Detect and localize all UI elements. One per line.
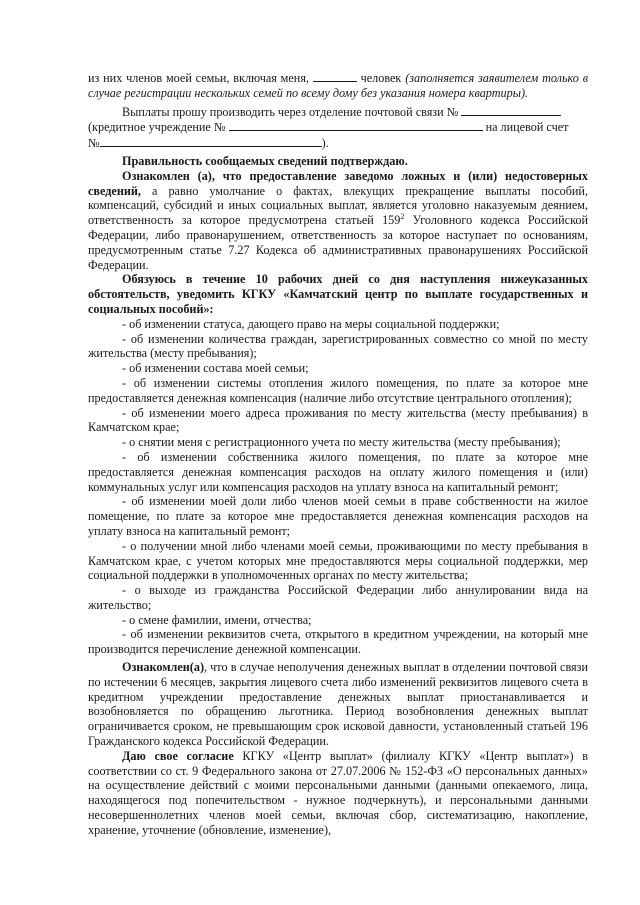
obligation-item: - о выходе из гражданства Российской Федерации либо аннулировании вида на жительство; xyxy=(88,583,588,612)
obligation-item: - об изменении статуса, дающего право на меры социальной поддержки; xyxy=(122,316,500,331)
family-count-line xyxy=(88,70,588,101)
obligation-item: - о смене фамилии, имени, отчества; xyxy=(122,612,312,627)
credit-label: (кредитное учреждение № xyxy=(88,120,226,135)
obligation-item: - об изменении количества граждан, зарегистрированных совместно со мной по месту жительства (месту пребывания); xyxy=(88,331,588,361)
credit-institution-field[interactable] xyxy=(229,119,483,131)
obligation-heading xyxy=(88,272,588,316)
account-no-label: № xyxy=(88,136,100,151)
family-count-field[interactable] xyxy=(313,70,357,82)
account-number-field[interactable] xyxy=(100,135,322,147)
post-office-field[interactable] xyxy=(461,104,561,116)
obligation-item: - об изменении реквизитов счета, открытого в кредитном учреждении, на который мне производится перечисление денежной компенсации. xyxy=(88,627,588,657)
obligation-text: Обязуюсь в течение 10 рабочих дней со дня наступления нижеуказанных обстоятельств, уведомить КГКУ «Камчатский центр по выплате государственных и социальных пособий»: xyxy=(88,272,588,316)
payment-line xyxy=(88,104,588,120)
article-superscript: 2 xyxy=(400,212,405,222)
account-label: на лицевой счет xyxy=(485,120,569,135)
suspension-heading: Ознакомлен(а) xyxy=(122,660,204,675)
suspension-notice xyxy=(88,660,588,749)
consent-text: КГКУ «Центр выплат» (филиалу КГКУ «Центр выплат») в соответствии со ст. 9 Федерального закона от 27.07.2006 № 152-ФЗ «О персональных данных» на осуществление действий с моими персональными данными (данными опекаемого, лица, находящегося под попечительством - нужное подчеркнуть), и персональными данными несовершеннолетних членов моей семьи, включая сбор, систематизацию, накопление, хранение, уточнение (обновление, изменение), xyxy=(88,748,588,837)
obligation-item: - об изменении собственника жилого помещения, по плате за которое мне предоставляется денежная компенсация расходов на оплату жилого помещения и (или) коммунальных услуг или компенсация расходов на уплату взноса на капитальный ремонт; xyxy=(88,449,588,494)
false-info-text-cont: Уголовного кодекса Российской Федерации, либо правонарушением, ответственность за которое наступает по основаниям, предусмотренным статье 7.27 Кодекса об административных правонарушениях Российской Федерации. xyxy=(88,213,588,272)
obligation-item: - об изменении моей доли либо членов моей семьи в праве собственности на жилое помещение, по плате за которое мне предоставляется денежная компенсация расходов на уплату взноса на капитальный ремонт; xyxy=(88,494,588,538)
false-info-text: а равно умолчание о фактах, влекущих прекращение выплаты пособий, компенсаций, субсидий и иных социальных выплат, является уголовно наказуемым деянием, ответственность за которое предусмотрена статьей 159 xyxy=(88,183,588,228)
consent-heading: Даю свое согласие xyxy=(122,748,234,763)
family-count-label: из них членов моей семьи, включая меня, xyxy=(88,71,309,85)
consent-paragraph xyxy=(88,749,588,838)
account-close: ). xyxy=(321,136,329,151)
confirmation xyxy=(88,154,588,169)
document-page xyxy=(88,70,588,838)
credit-line xyxy=(88,119,588,135)
obligation-item: - о снятии меня с регистрационного учета по месту жительства (месту пребывания); xyxy=(122,435,561,450)
suspension-text: , что в случае неполучения денежных выплат в отделении почтовой связи по истечении 6 месяцев, закрытия лицевого счета либо изменений реквизитов лицевого счета в кредитном учреждении предоставление денежных выплат приостанавливается и возобновляется по обращению льготника. Период возобновления денежных выплат ограничивается сроком, не превышающим срок исковой давности, установленный статьей 196 Гражданского кодекса Российской Федерации. xyxy=(88,660,588,749)
family-count-unit: человек xyxy=(356,71,406,85)
obligation-item: - об изменении состава моей семьи; xyxy=(122,361,309,376)
false-info-heading: Ознакомлен (а), что предоставление заведомо ложных и (или) недостоверных сведений, xyxy=(88,168,588,198)
obligation-item: - об изменении системы отопления жилого помещения, по плате за которое мне предоставляется денежная компенсация (наличие либо отсутствие центрального отопления); xyxy=(88,375,588,405)
confirmation-text: Правильность сообщаемых сведений подтверждаю. xyxy=(122,153,408,168)
false-info-warning xyxy=(88,169,588,273)
family-count-note: (заполняется заявителем только в случае регистрации нескольких семей по всему дому без указания номера квартиры). xyxy=(88,71,588,100)
obligation-item: - о получении мной либо членами моей семьи, проживающими по месту пребывания в Камчатском крае, с учетом которых мне предоставляются меры социальной поддержки, мер социальной поддержки в уполномоченных органах по месту жительства; xyxy=(88,538,588,583)
payment-label: Выплаты прошу производить через отделение почтовой связи № xyxy=(122,104,459,119)
obligation-item: - об изменении моего адреса проживания по месту жительства (месту пребывания) в Камчатском крае; xyxy=(88,405,588,435)
account-line xyxy=(88,135,588,151)
